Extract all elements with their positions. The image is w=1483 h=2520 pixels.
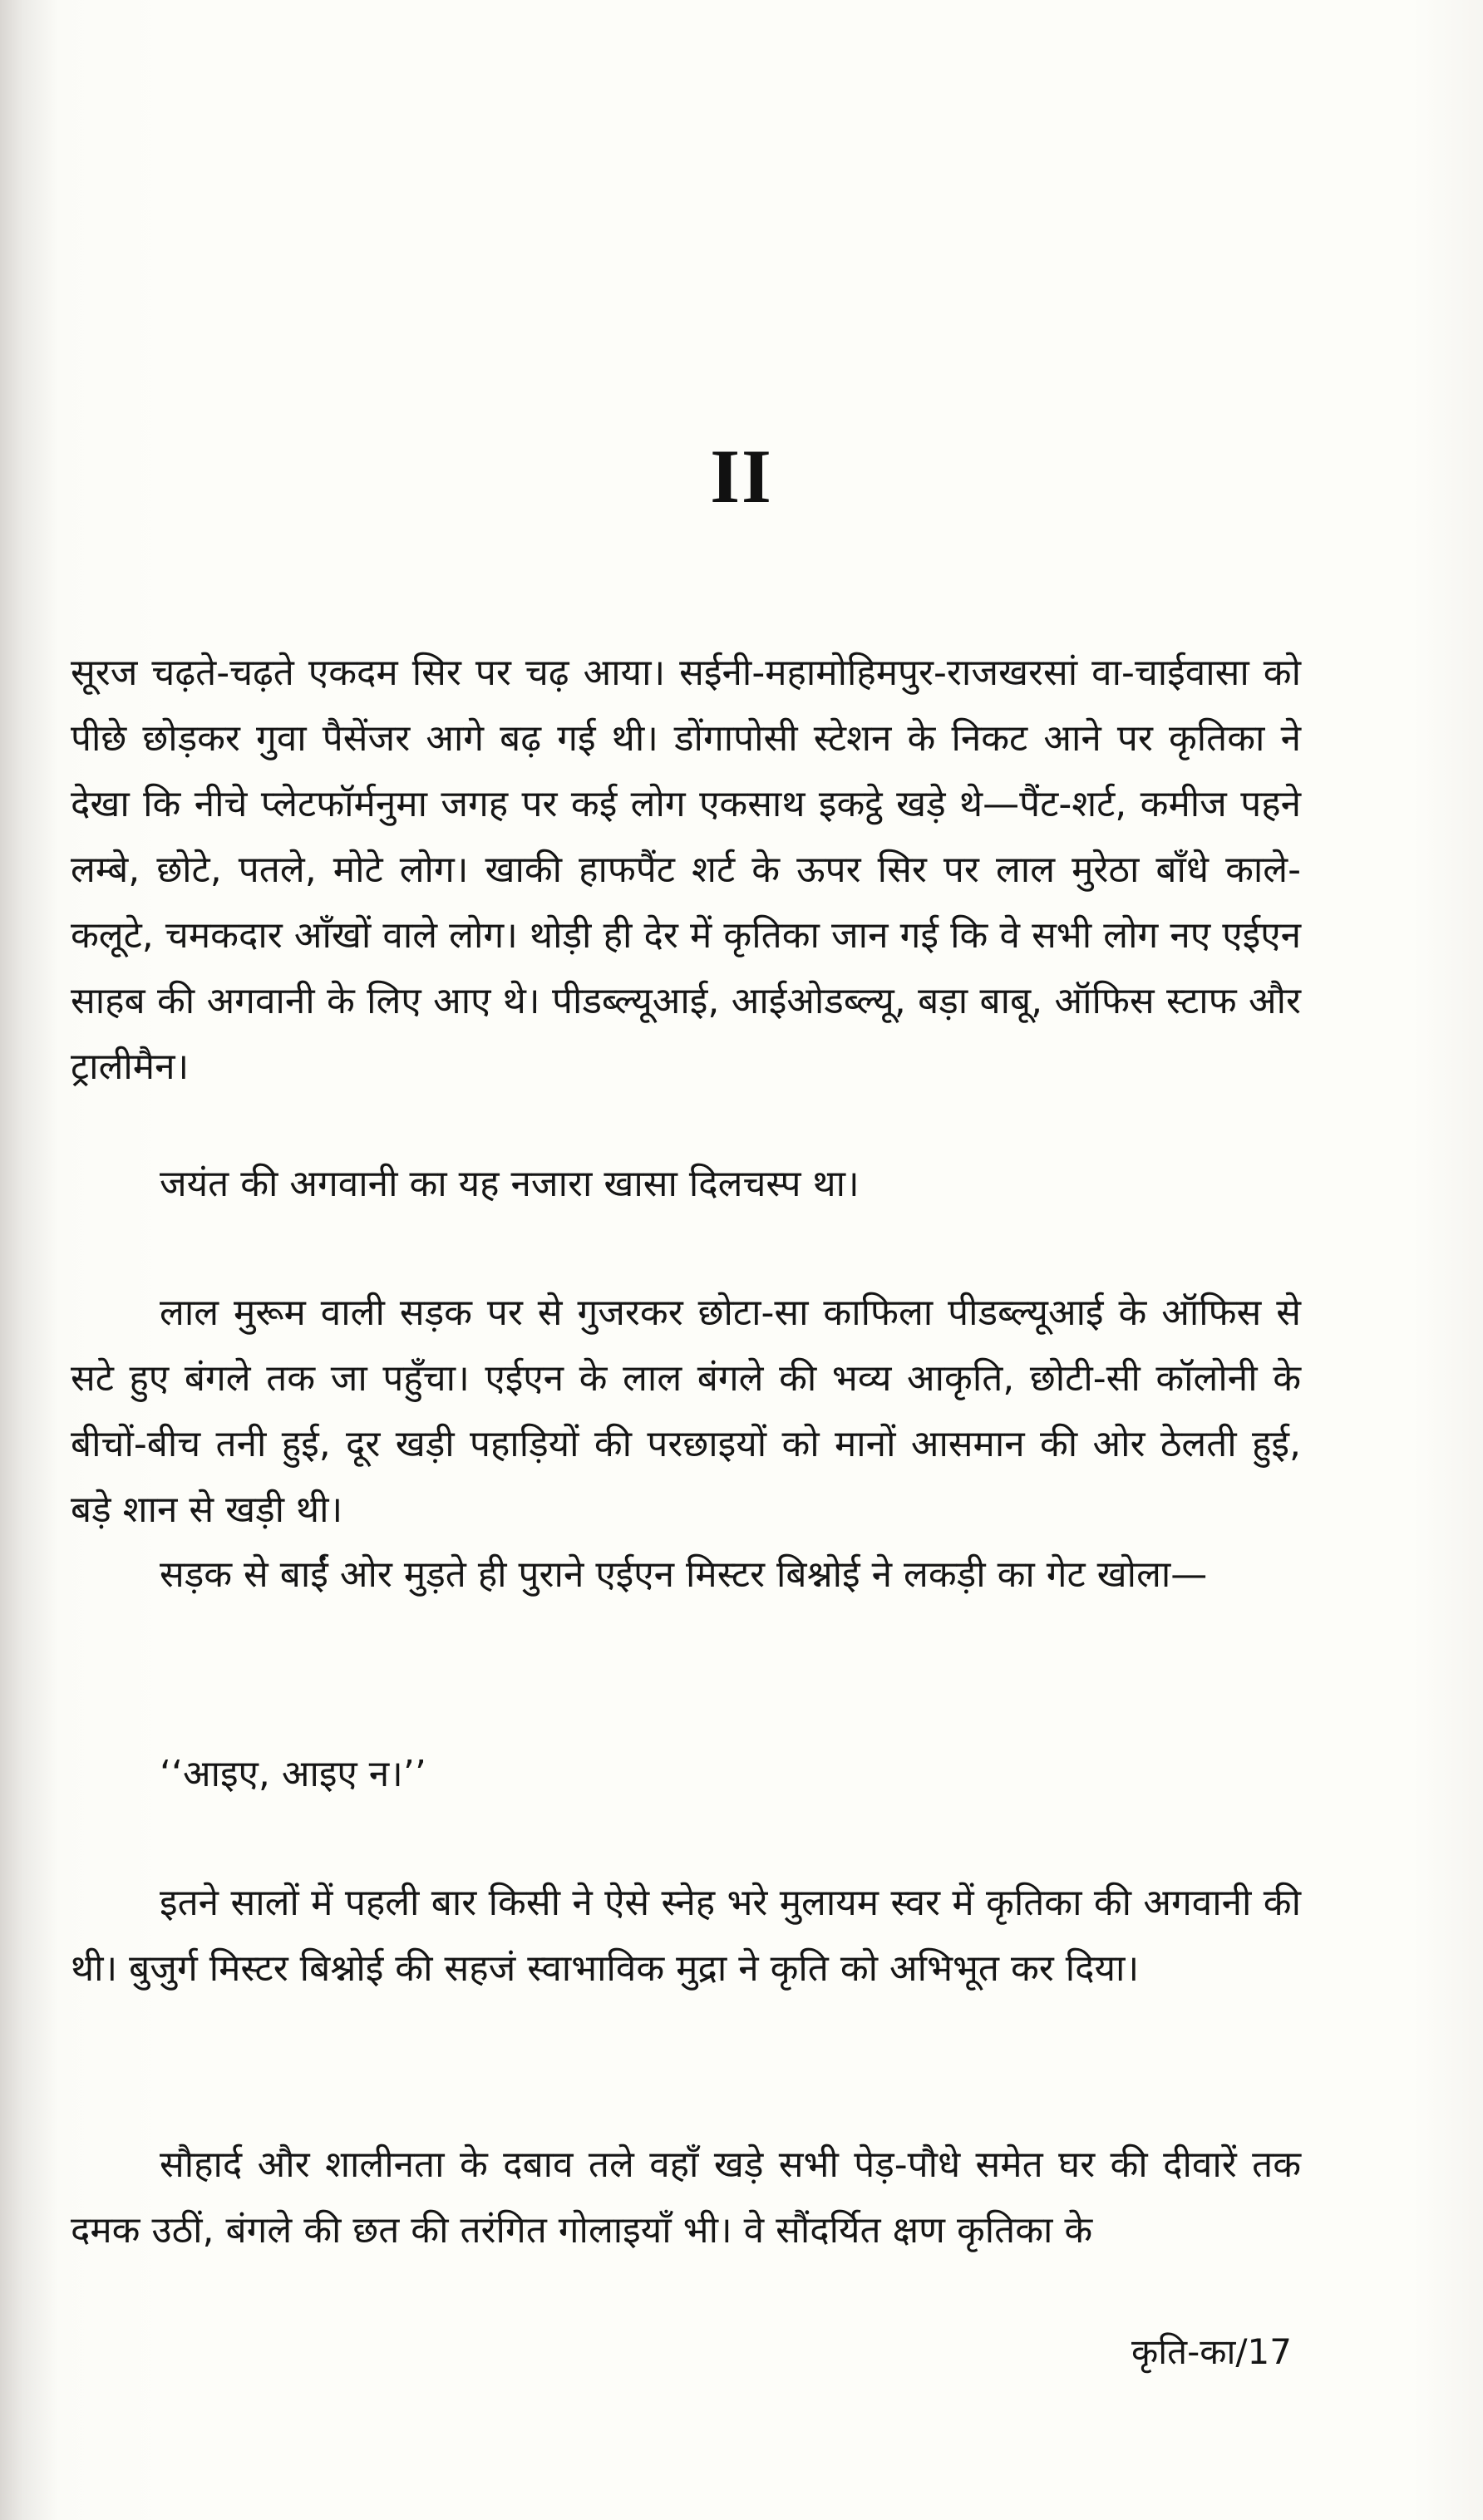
chapter-heading: II xyxy=(710,434,773,519)
page-footer: कृति-का/17 xyxy=(1131,2331,1292,2372)
paragraph: लाल मुरूम वाली सड़क पर से गुजरकर छोटा-सा काफिला पीडब्ल्यूआई के ऑफिस से सटे हुए बंगले तक जा पहुँचा। एईएन के लाल बंगले की भव्य आकृति, छोटी-सी कॉलोनी के बीचों-बीच तनी हुई, दूर खड़ी पहाड़ियों की परछाइयों को मानों आसमान की ओर ठेलती हुई, बड़े शान से खड़ी थी। xyxy=(71,1292,1301,1531)
paragraph-2-block xyxy=(71,1151,1301,1217)
paragraph-6-block xyxy=(71,1870,1301,2001)
paragraph-7-block xyxy=(71,2132,1301,2263)
paragraph-4-block xyxy=(71,1542,1301,1607)
paragraph: सौहार्द और शालीनता के दबाव तले वहाँ खड़े सभी पेड़-पौधे समेत घर की दीवारें तक दमक उठीं, बंगले की छत की तरंगित गोलाइयाँ भी। वे सौंदर्यित क्षण कृतिका के xyxy=(71,2143,1301,2252)
paragraph: सूरज चढ़ते-चढ़ते एकदम सिर पर चढ़ आया। सईनी-महामोहिमपुर-राजखरसां वा-चाईवासा को पीछे छोड़कर गुवा पैसेंजर आगे बढ़ गई थी। डोंगापोसी स्टेशन के निकट आने पर कृतिका ने देखा कि नीचे प्लेटफॉर्मनुमा जगह पर कई लोग एकसाथ इकट्ठे खड़े थे—पैंट-शर्ट, कमीज पहने लम्बे, छोटे, पतले, मोटे लोग। खाकी हाफपैंट शर्ट के ऊपर सिर पर लाल मुरेठा बाँधे काले-कलूटे, चमकदार आँखों वाले लोग। थोड़ी ही देर में कृतिका जान गई कि वे सभी लोग नए एईएन साहब की अगवानी के लिए आए थे। पीडब्ल्यूआई, आईओडब्ल्यू, बड़ा बाबू, ऑफिस स्टाफ और ट्रालीमैन। xyxy=(71,652,1301,1088)
paragraph-3-block xyxy=(71,1280,1301,1543)
paragraph-5-block xyxy=(71,1741,1301,1807)
paragraph-1-block xyxy=(71,640,1301,1100)
paragraph: सड़क से बाईं ओर मुड़ते ही पुराने एईएन मिस्टर बिश्नोई ने लकड़ी का गेट खोला— xyxy=(160,1553,1208,1596)
paragraph: इतने सालों में पहली बार किसी ने ऐसे स्नेह भरे मुलायम स्वर में कृतिका की अगवानी की थी। बुजुर्ग मिस्टर बिश्नोई की सहजं स्वाभाविक मुद्रा ने कृति को अभिभूत कर दिया। xyxy=(71,1882,1301,1990)
paragraph: ‘‘आइए, आइए न।’’ xyxy=(160,1753,426,1795)
paragraph: जयंत की अगवानी का यह नजारा खासा दिलचस्प था। xyxy=(160,1163,860,1205)
